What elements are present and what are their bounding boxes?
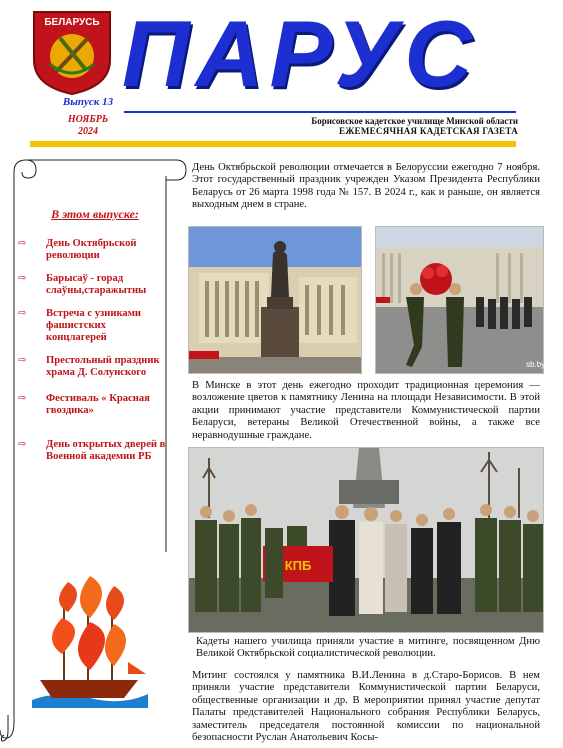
scroll-curl-icon xyxy=(0,715,16,745)
photo-caption: Кадеты нашего училища приняли участие в митинге, посвященном Дню Великой Октябрьской социалистической революции. xyxy=(196,636,540,660)
toc-item-label: Престольный праздник храма Д. Солунского xyxy=(46,355,160,378)
toc-item[interactable] xyxy=(18,238,168,262)
toc-item-label: Встреча с узниками фашистских концлагерей xyxy=(46,308,142,343)
emblem-label: БЕЛАРУСЬ xyxy=(44,17,100,28)
toc-item-label: Барысаў - горад слаўны,старажытны xyxy=(46,273,147,296)
toc-item[interactable] xyxy=(18,308,168,344)
toc-item[interactable] xyxy=(18,439,168,463)
article-paragraph-2: В Минске в этот день ежегодно проходит традиционная церемония — возложение цветов к памятнику Ленина на площади Независимости. В этой акции принимают участие представители Коммунистической партии Беларуси, ветераны Великой Отечественной войны, а также все неравнодушные граждане. xyxy=(192,380,540,441)
arrow-right-icon: ⇨ xyxy=(18,393,27,404)
issue-number: Выпуск 13 xyxy=(62,96,114,108)
arrow-right-icon: ⇨ xyxy=(18,238,27,249)
lenin-monument-image xyxy=(189,227,361,373)
photo-cadets-meeting xyxy=(188,447,544,633)
toc-item-label: День Октябрьской революции xyxy=(46,238,137,261)
issue-month: НОЯБРЬ xyxy=(67,114,109,125)
toc-heading: В этом выпуске: xyxy=(51,207,139,221)
newspaper-tagline: ЕЖЕМЕСЯЧНАЯ КАДЕТСКАЯ ГАЗЕТА xyxy=(339,126,518,136)
photo-watermark: sb.by xyxy=(526,360,546,369)
arrow-right-icon: ⇨ xyxy=(18,273,27,284)
arrow-right-icon: ⇨ xyxy=(18,439,27,450)
toc-item-label: Фестиваль « Красная гвоздика» xyxy=(46,393,150,416)
article-paragraph-3: Митинг состоялся у памятника В.И.Ленина в д.Старо-Борисов. В нем приняли участие представители Коммунистической партии Беларуси, общественные организации и др. В мероприятии принял участие депутат Палаты представителей Национального собрания Республики Беларусь, заместитель председателя постоянной комиссии по национальной безопасности Руслан Анатольевич Косы- xyxy=(192,670,540,744)
sailing-ship-icon xyxy=(28,562,152,712)
issue-year: 2024 xyxy=(78,126,98,137)
toc-item[interactable] xyxy=(18,355,168,379)
header-rule xyxy=(124,111,516,113)
toc-item[interactable] xyxy=(18,273,168,297)
toc-list xyxy=(18,238,168,474)
cadets-meeting-image xyxy=(189,448,543,632)
toc-item-label: День открытых дверей в Военной академии РБ xyxy=(46,439,166,462)
newspaper-title: ПАРУС xyxy=(122,1,479,106)
arrow-right-icon: ⇨ xyxy=(18,308,27,319)
photo-flower-ceremony xyxy=(375,226,544,374)
yellow-divider xyxy=(30,141,516,147)
flower-ceremony-image xyxy=(376,227,546,373)
photo-lenin-monument xyxy=(188,226,362,374)
article-paragraph-1: День Октябрьской революции отмечается в Белоруссии ежегодно 7 ноября. Этот государственный праздник учрежден Указом Президента Республики Беларусь от 26 марта 1998 года № 157. В 2024 г., как и раньше, он является выходным днем в стране. xyxy=(192,162,540,211)
arrow-right-icon: ⇨ xyxy=(18,355,27,366)
banner-text: КПБ xyxy=(284,558,312,573)
belarus-emblem-icon xyxy=(30,8,114,96)
toc-item[interactable] xyxy=(18,393,168,417)
school-name: Борисовское кадетское училище Минской области xyxy=(311,116,518,126)
